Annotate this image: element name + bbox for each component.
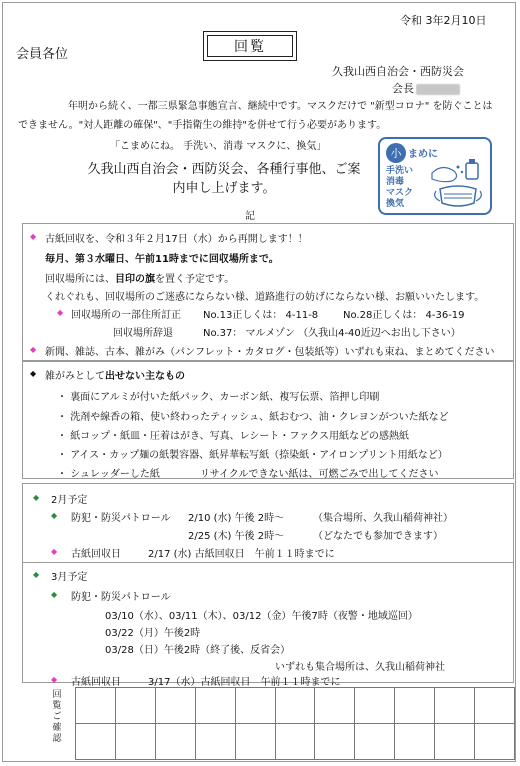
check-cell[interactable]: [315, 724, 355, 760]
paper-recycling-box: [22, 223, 514, 361]
diamond-icon: ◆: [33, 493, 40, 502]
check-cell[interactable]: [275, 724, 315, 760]
mar-line-3: 03/28（日）午後2時（終了後、反省会）: [105, 645, 291, 656]
mar-patrol-label: 防犯・防災パトロール: [71, 592, 171, 603]
chief-line: [392, 80, 460, 96]
check-cell[interactable]: [435, 724, 475, 760]
not-accepted-box: [22, 361, 514, 479]
intro-body: 年明から続く、一都三県緊急事態宣言、継続中です。マスクだけで "新型コロナ" を防ぐことはできません。"対人距離の確保"、"手指衛生の維持"を併せて行う必要があります。: [18, 101, 493, 131]
feb-patrol-2: 2/25 (木) 午後 2時～: [188, 531, 285, 542]
diamond-icon: ◆: [51, 547, 58, 556]
organization-name: 久我山西自治会・西防災会: [332, 65, 464, 78]
correction-b: No.28正しくは： 4-36-19: [343, 310, 465, 321]
mar-line-2: 03/22（月）午後2時: [105, 628, 201, 639]
check-cell[interactable]: [475, 688, 515, 724]
paper-line-3-post: を置く予定です。: [155, 274, 235, 285]
addressee: 会員各位: [16, 47, 69, 62]
poster-line: マスク: [386, 188, 414, 198]
diamond-icon: ◆: [51, 675, 58, 684]
check-cell[interactable]: [355, 724, 395, 760]
mar-paper-text: 3/17（水）古紙回収日 午前１１時までに: [148, 677, 341, 688]
correction-label: 回収場所の一部住所訂正: [71, 310, 181, 321]
diamond-icon: ◆: [51, 590, 58, 599]
check-cell[interactable]: [195, 724, 235, 760]
check-cell[interactable]: [355, 688, 395, 724]
poster-tag: まめに: [408, 149, 438, 160]
ng-item: ・ アイス・カップ麺の紙製容器、紙昇華転写紙（捺染紙・アイロンプリント用紙など）: [57, 450, 448, 461]
paper-line-3: [45, 270, 234, 285]
check-cell[interactable]: [275, 688, 315, 724]
withdraw-text: No.37： マルメゾン （久我山4-40近辺へお出し下さい）: [203, 328, 461, 339]
schedule-divider: [23, 562, 513, 563]
ng-item: ・ シュレッダーした紙 リサイクルできない紙は、可燃ごみで出してください: [57, 469, 439, 480]
correction-a: No.13正しくは： 4-11-8: [203, 310, 319, 321]
check-cell[interactable]: [76, 688, 116, 724]
check-cell[interactable]: [395, 688, 435, 724]
check-cell[interactable]: [155, 724, 195, 760]
poster-line: 消毒: [386, 177, 405, 187]
check-cell[interactable]: [395, 724, 435, 760]
check-cell[interactable]: [195, 688, 235, 724]
intro-text: [18, 97, 498, 135]
check-cell[interactable]: [235, 688, 275, 724]
mar-line-1: 03/10（水）、03/11（木）、03/12（金）午後7時（夜警・地域巡回）: [105, 611, 418, 622]
diamond-icon: ◆: [33, 570, 40, 579]
ki-marker: 記: [245, 211, 255, 222]
paper-line-2: 毎月、第３水曜日、午前11時までに回収場所まで。: [45, 254, 279, 265]
ng-item: ・ 紙コップ・紙皿・圧着はがき、写真、レシート・ファクス用紙などの感熱紙: [57, 431, 410, 442]
paper-line-3-pre: 回収場所には、: [45, 274, 115, 285]
check-cell[interactable]: [315, 688, 355, 724]
check-cell[interactable]: [475, 724, 515, 760]
withdraw-label: 回収場所辞退: [113, 328, 173, 339]
circulation-check-grid: [75, 687, 515, 760]
slogan: 「こまめにね。 手洗い、消毒 マスクに、換気」: [110, 141, 327, 152]
chief-label: 会長: [392, 82, 414, 95]
check-cell[interactable]: [115, 688, 155, 724]
feb-patrol-label: 防犯・防災パトロール: [71, 513, 171, 524]
feb-patrol-2-note: （どなたでも参加できます）: [313, 531, 443, 542]
hygiene-poster: [378, 137, 492, 215]
circulation-check-label: 回覧ご確認: [52, 690, 62, 744]
diamond-icon: ◆: [30, 232, 37, 241]
feb-patrol-1: 2/10 (水) 午後 2時～: [188, 513, 285, 524]
feb-paper-label: 古紙回収日: [71, 549, 121, 560]
diamond-icon: ◆: [57, 308, 64, 317]
check-cell[interactable]: [435, 688, 475, 724]
ng-heading-bold: 出せない主なもの: [105, 371, 185, 382]
bundle-line: 新聞、雑誌、古本、雑がみ（パンフレット・カタログ・包装紙等）いずれも束ね、まとめてください: [45, 347, 495, 358]
diamond-icon: ◆: [51, 511, 58, 520]
poster-line: 換気: [386, 199, 405, 209]
ng-heading-pre: 雑がみとして: [45, 371, 105, 382]
feb-paper-text: 2/17 (水) 古紙回収日 午前１１時までに: [148, 549, 335, 560]
paper-line-1: 古紙回収を、令和３年２月17日（水）から再開します！！: [45, 234, 308, 245]
diamond-icon: ◆: [30, 369, 37, 378]
mar-note: いずれも集合場所は、久我山稲荷神社: [275, 662, 445, 673]
feb-heading: 2月予定: [51, 495, 88, 506]
check-cell[interactable]: [76, 724, 116, 760]
poster-badge: 小: [386, 143, 406, 163]
flag-marker-text: 目印の旗: [115, 274, 155, 285]
check-cell[interactable]: [235, 724, 275, 760]
check-cell[interactable]: [155, 688, 195, 724]
ng-heading: [45, 367, 185, 382]
redacted-name: [416, 84, 460, 95]
poster-line: 手洗い: [386, 166, 414, 176]
feb-patrol-1-note: （集合場所、久我山稲荷神社）: [313, 513, 453, 524]
hands-mask-icon: [430, 159, 486, 209]
paper-line-4: くれぐれも、回収場所のご迷惑にならない様、道路進行の妨げにならない様、お願いいたします。: [45, 292, 485, 303]
notice-date: 令和 3年2月10日: [400, 14, 487, 27]
announcement: 久我山西自治会・西防災会、各種行事他、ご案内申し上げます。: [87, 162, 361, 196]
schedule-box: [22, 483, 514, 688]
mar-heading: 3月予定: [51, 572, 88, 583]
notice-title: 回覧: [207, 35, 293, 57]
mar-paper-label: 古紙回収日: [71, 677, 121, 688]
diamond-icon: ◆: [30, 345, 37, 354]
title-box: [203, 31, 297, 61]
check-cell[interactable]: [115, 724, 155, 760]
ng-item: ・ 裏面にアルミが付いた紙パック、カーボン紙、複写伝票、箔押し印刷: [57, 392, 380, 403]
ng-item: ・ 洗剤や線香の箱、使い終わったティッシュ、紙おむつ、油・クレヨンがついた紙など: [57, 412, 449, 423]
